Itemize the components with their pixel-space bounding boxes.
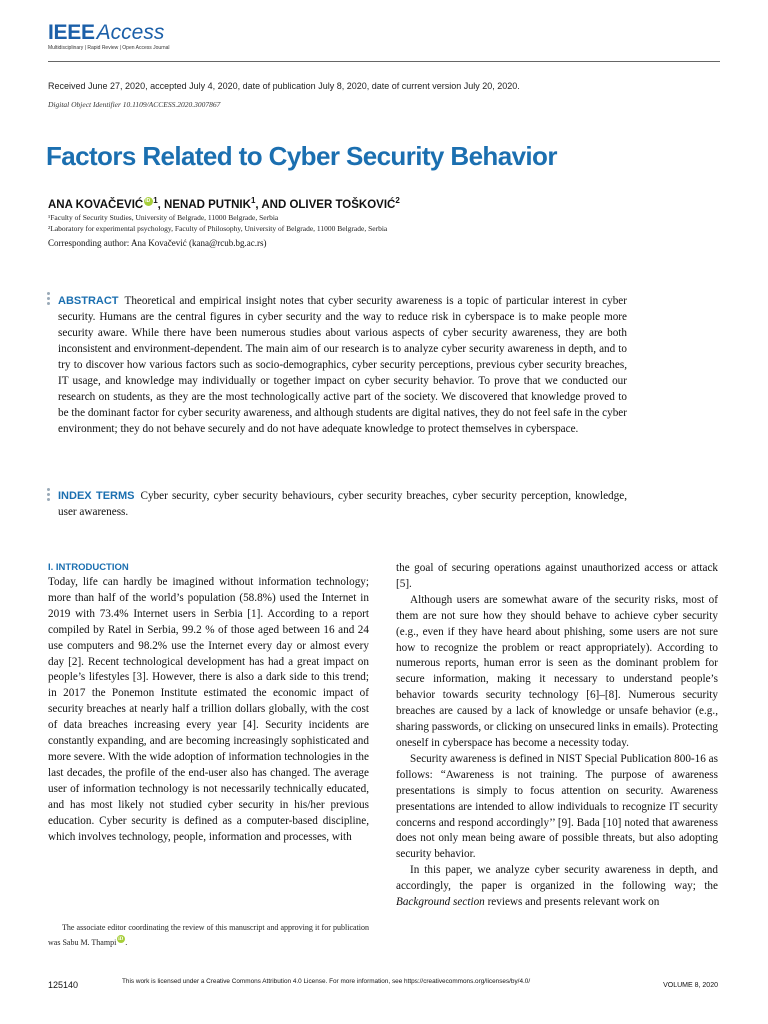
abstract-marker-icon: [47, 292, 51, 307]
header-divider: [48, 61, 720, 62]
body-paragraph: Today, life can hardly be imagined without information technology; more than half of the world’s population (58.8%) used the Internet in 2019 with 73.4% Internet users in Serbia [1]. According to a report compiled by Ratel in Serbia, 99.2 % of those aged between 16 and 24 use computers and 98.2% use the Internet every day or almost every day [2]. Recent technological development has had a great impact on people’s lifestyles [3]. However, there is also a dark side to this trend; in 2017 the Ponemon Institute estimated the economic impact of security breaches at nearly half a trillion dollars globally, with the cost of data breaches increasing every year [4]. Security incidents are constantly expanding, and are becoming increasingly sophisticated and more severe. With the wide adoption of information technologies in the last decades, the profile of the end-user also has changed. The average user of information technology is not necessarily technically educated, and has most likely not studied cyber security in his/her previous education. Cyber security is defined as a computer-based discipline, which involves technology, people, information and processes, with: [48, 576, 369, 843]
author-name: , AND OLIVER TOŠKOVIĆ: [255, 198, 396, 211]
abstract-text: Theoretical and empirical insight notes that cyber security awareness is a topic of particular interest in cyber security. Humans are the central figures in cyber security and the way to reduce risk in cyberspace is to make people more security aware. While there have been numerous studies about various aspects of cyber security awareness, they are both inconsistent and environment-dependent. The main aim of our research is to analyze cyber security awareness in depth, and to try to discover how various factors such as socio-demographics, cyber security perceptions, previous cyber security breaches, IT usage, and knowledge may individually or together impact on cyber security behavior. To prove that we conducted our research on students, as they are the most technologically active part of the society. We discovered that knowledge proved to be the dominant factor for cyber security awareness, and although students are digital natives, they do not feel safe in the cyber environment; they do not behave securely and do not have adequate knowledge to protect themselves in cyberspace.: [58, 295, 627, 435]
left-column: [48, 561, 369, 845]
editor-footnote: [48, 920, 369, 950]
author-list: [48, 196, 400, 211]
affiliation-marker: 1: [153, 196, 158, 205]
license-note: This work is licensed under a Creative Commons Attribution 4.0 License. For more information, see https://creativecommons.org/licenses/by/4.0/: [122, 978, 531, 985]
orcid-icon[interactable]: [144, 197, 153, 206]
received-dates: Received June 27, 2020, accepted July 4, 2020, date of publication July 8, 2020, date of current version July 20, 2020.: [48, 81, 520, 91]
article-title: Factors Related to Cyber Security Behavior: [46, 141, 557, 171]
ieee-access-logo: [48, 22, 178, 56]
body-paragraph: the goal of securing operations against unauthorized access or attack [5].: [396, 562, 718, 590]
affiliation-marker: 1: [250, 196, 256, 205]
corresponding-author: Corresponding author: Ana Kovačević (kana@rcub.bg.ac.rs): [48, 238, 267, 248]
logo-access-text: Access: [96, 21, 165, 44]
author-name: , NENAD PUTNIK: [157, 198, 251, 211]
logo-ieee-text: IEEE: [48, 21, 95, 44]
body-paragraph: Although users are somewhat aware of the security risks, most of them are not sure how they should behave to achieve cyber security (e.g., even if they have heard about phishing, some users are not sure how to recognize the problem or react appropriately). According to numerous reports, human error is seen as the dominant problem for secure information, making it necessary to understand people’s behavior towards security technology [6]–[8]. Numerous security breaches are caused by a lack of knowledge or unsafe behavior (e.g., sharing passwords, or clicking on unsecured links in emails). Protecting oneself in cyberspace has become a necessity today.: [396, 593, 718, 749]
body-paragraph: [396, 863, 718, 911]
right-column: [396, 561, 718, 911]
section-reference: Background section: [396, 896, 485, 909]
doi-line: Digital Object Identifier 10.1109/ACCESS.2020.3007867: [48, 100, 221, 109]
index-terms-label: INDEX TERMS: [58, 490, 135, 502]
section-heading: I. INTRODUCTION: [48, 562, 129, 573]
logo-tagline: Multidisciplinary | Rapid Review | Open Access Journal: [48, 45, 170, 51]
index-terms-block: [58, 488, 627, 520]
body-paragraph: Security awareness is defined in NIST Special Publication 800-16 as follows: “Awareness is not training. The purpose of awareness presentations is simply to focus attention on security. Awareness presentations are intended to allow individuals to recognize IT security concerns and respond accordingly’’ [9]. Bada [10] noted that awareness does not only mean being aware of possible threats, but also adopting security behavior.: [396, 752, 718, 861]
affiliation-1: ¹Faculty of Security Studies, University of Belgrade, 11000 Belgrade, Serbia: [48, 213, 279, 222]
affiliation-2: ²Laboratory for experimental psychology, Faculty of Philosophy, University of Belgrade, 11000 Belgrade, Serbia: [48, 224, 388, 233]
footnote-end: .: [125, 938, 128, 947]
affiliation-marker: 2: [395, 196, 400, 205]
index-terms-text: Cyber security, cyber security behaviours, cyber security breaches, cyber security perception, knowledge, user awareness.: [58, 490, 627, 518]
page-number: 125140: [48, 980, 79, 990]
abstract-block: [58, 293, 627, 437]
footnote-text: The associate editor coordinating the review of this manuscript and approving it for publication was Sabu M. Thampi: [48, 923, 369, 947]
paragraph-text: reviews and presents relevant work on: [484, 896, 660, 909]
author-name: ANA KOVAČEVIĆ: [48, 198, 144, 211]
paragraph-text: In this paper, we analyze cyber security awareness in depth, and accordingly, the paper is organized in the following way; the: [396, 864, 718, 893]
abstract-label: ABSTRACT: [58, 295, 119, 307]
volume-label: VOLUME 8, 2020: [663, 982, 718, 989]
index-terms-marker-icon: [47, 488, 51, 503]
